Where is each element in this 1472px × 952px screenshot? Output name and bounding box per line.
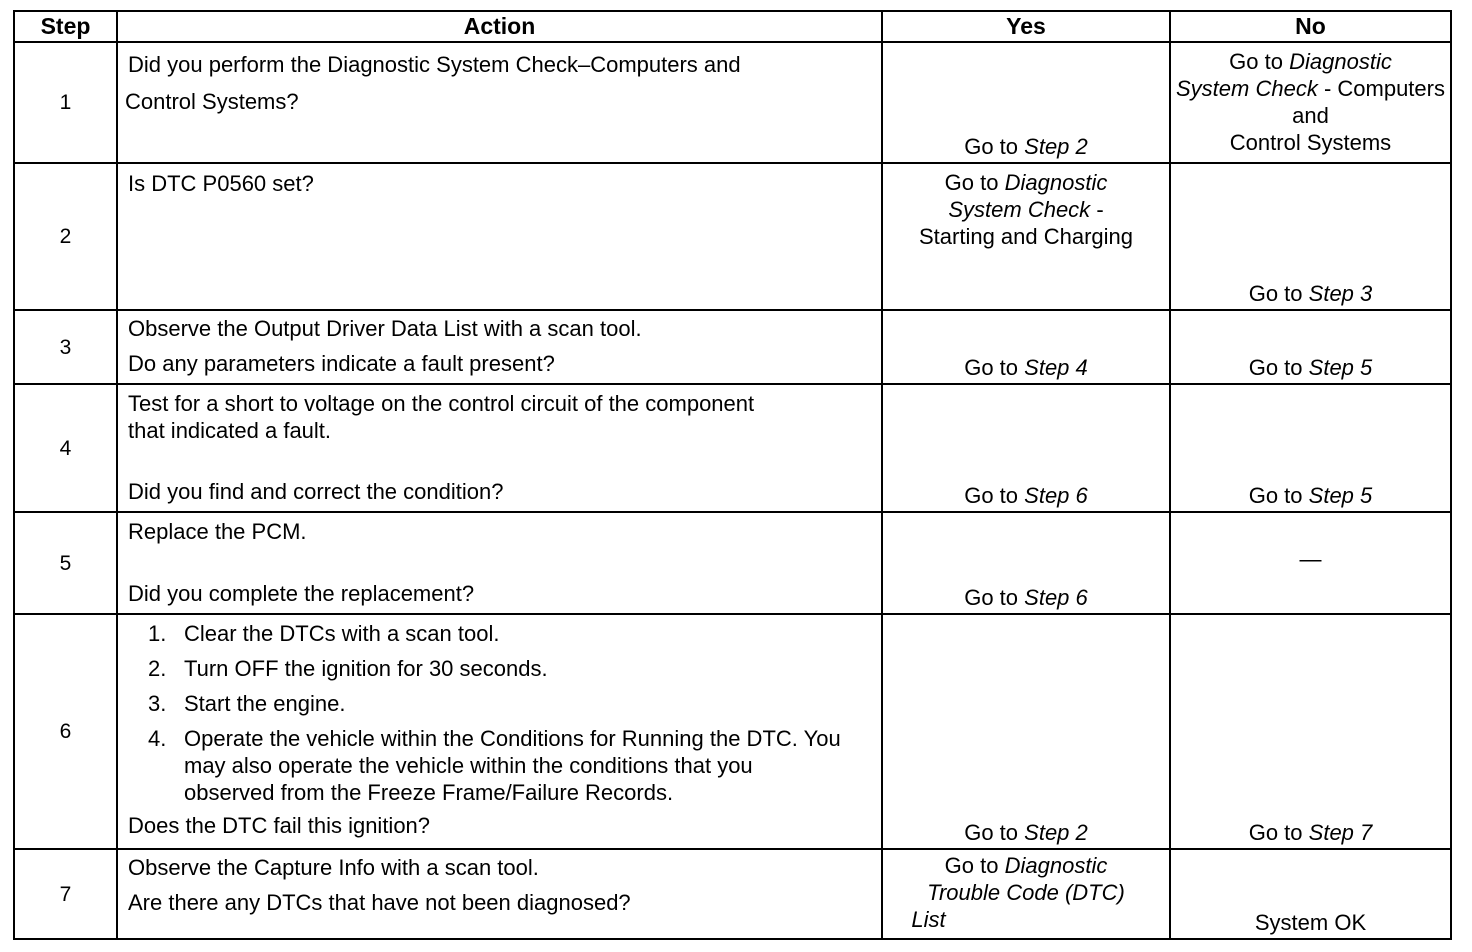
- action-text: Control Systems?: [125, 89, 299, 114]
- yes-cell: [882, 310, 1170, 384]
- no-result: Go to Step 5: [1248, 483, 1373, 508]
- no-result: Go to Step 7: [1248, 820, 1373, 845]
- no-cell: [1170, 384, 1451, 512]
- step-number: 4: [14, 384, 117, 512]
- diagnostic-table: [13, 10, 1452, 940]
- yes-cell: [882, 384, 1170, 512]
- reference-link[interactable]: List: [911, 907, 946, 932]
- list-item: 2. Turn OFF the ignition for 30 seconds.: [148, 656, 548, 681]
- reference-link[interactable]: Diagnostic: [1004, 853, 1108, 878]
- table-row-step-1: [14, 42, 1451, 163]
- no-cell: [1170, 42, 1451, 163]
- action-text: Observe the Output Driver Data List with a scan tool.: [128, 316, 642, 341]
- reference-link[interactable]: System Check: [948, 197, 1091, 222]
- step-number: 3: [14, 310, 117, 384]
- no-cell: [1170, 849, 1451, 939]
- table-row-step-3: [14, 310, 1451, 384]
- action-cell: [117, 384, 882, 512]
- header-no: No: [1170, 11, 1451, 42]
- action-cell: [117, 42, 882, 163]
- step-link[interactable]: Step 6: [1024, 483, 1088, 508]
- header-row: [14, 11, 1451, 42]
- action-text: Is DTC P0560 set?: [128, 171, 314, 196]
- step-number: 2: [14, 163, 117, 310]
- step-number: 7: [14, 849, 117, 939]
- action-cell: [117, 849, 882, 939]
- table-row-step-6: [14, 614, 1451, 849]
- no-cell: [1170, 512, 1451, 614]
- action-text: Test for a short to voltage on the control circuit of the component: [128, 391, 755, 416]
- step-link[interactable]: Step 2: [1024, 820, 1088, 845]
- step-link[interactable]: Step 2: [1024, 134, 1088, 159]
- list-item: 1. Clear the DTCs with a scan tool.: [148, 621, 500, 646]
- table-row-step-5: [14, 512, 1451, 614]
- action-text: that indicated a fault.: [128, 418, 332, 443]
- step-link[interactable]: Step 7: [1308, 820, 1373, 845]
- action-text: Did you complete the replacement?: [128, 581, 475, 606]
- no-result: Go to Step 5: [1248, 355, 1373, 380]
- no-result: Go to Diagnostic System Check - Computers and Control Systems: [1176, 49, 1445, 155]
- header-yes: Yes: [882, 11, 1170, 42]
- table-row-step-7: [14, 849, 1451, 939]
- step-number: 5: [14, 512, 117, 614]
- action-cell: [117, 614, 882, 849]
- yes-cell: [882, 163, 1170, 310]
- yes-cell: [882, 849, 1170, 939]
- no-result: —: [1299, 546, 1322, 572]
- action-text: Are there any DTCs that have not been diagnosed?: [128, 890, 631, 915]
- yes-cell: [882, 512, 1170, 614]
- no-cell: [1170, 163, 1451, 310]
- yes-cell: [882, 614, 1170, 849]
- list-item: 3. Start the engine.: [148, 691, 346, 716]
- table-row-step-2: [14, 163, 1451, 310]
- yes-result: Go to Step 6: [964, 585, 1088, 610]
- yes-result: Go to Step 4: [964, 355, 1088, 380]
- no-cell: [1170, 310, 1451, 384]
- action-text: Did you find and correct the condition?: [128, 479, 504, 504]
- table-row-step-4: [14, 384, 1451, 512]
- yes-cell: [882, 42, 1170, 163]
- no-result: Go to Step 3: [1248, 281, 1373, 306]
- action-cell: [117, 310, 882, 384]
- action-text: Replace the PCM.: [128, 519, 307, 544]
- reference-link[interactable]: Diagnostic: [1289, 49, 1392, 74]
- step-number: 1: [14, 42, 117, 163]
- step-link[interactable]: Step 6: [1024, 585, 1088, 610]
- no-cell: [1170, 614, 1451, 849]
- reference-link[interactable]: Diagnostic: [1004, 170, 1108, 195]
- action-cell: [117, 163, 882, 310]
- yes-result: Go to Diagnostic Trouble Code (DTC) List: [911, 853, 1125, 932]
- step-link[interactable]: Step 5: [1308, 483, 1373, 508]
- step-link[interactable]: Step 3: [1308, 281, 1373, 306]
- step-link[interactable]: Step 5: [1308, 355, 1373, 380]
- diagnostic-table-container: [13, 10, 1452, 940]
- yes-result: Go to Step 2: [964, 134, 1088, 159]
- reference-link[interactable]: System Check: [1176, 76, 1318, 101]
- header-action: Action: [117, 11, 882, 42]
- action-question: Does the DTC fail this ignition?: [128, 813, 431, 838]
- step-link[interactable]: Step 4: [1024, 355, 1088, 380]
- list-item: 4. Operate the vehicle within the Conditions for Running the DTC. You may also operate the vehicle within the conditions that you observed from the Freeze Frame/Failure Records.: [148, 726, 841, 805]
- header-step: Step: [14, 11, 117, 42]
- yes-result: Go to Step 6: [964, 483, 1088, 508]
- step-number: 6: [14, 614, 117, 849]
- no-result: System OK: [1254, 910, 1367, 935]
- action-text: Do any parameters indicate a fault present?: [128, 351, 555, 376]
- action-text: Did you perform the Diagnostic System Check–Computers and: [128, 52, 741, 77]
- reference-link[interactable]: Trouble Code (DTC): [927, 880, 1125, 905]
- yes-result: Go to Step 2: [964, 820, 1088, 845]
- yes-result: Go to Diagnostic System Check - Starting and Charging: [918, 170, 1134, 249]
- action-cell: [117, 512, 882, 614]
- action-text: Observe the Capture Info with a scan tool.: [128, 855, 539, 880]
- instruction-list: [128, 620, 871, 806]
